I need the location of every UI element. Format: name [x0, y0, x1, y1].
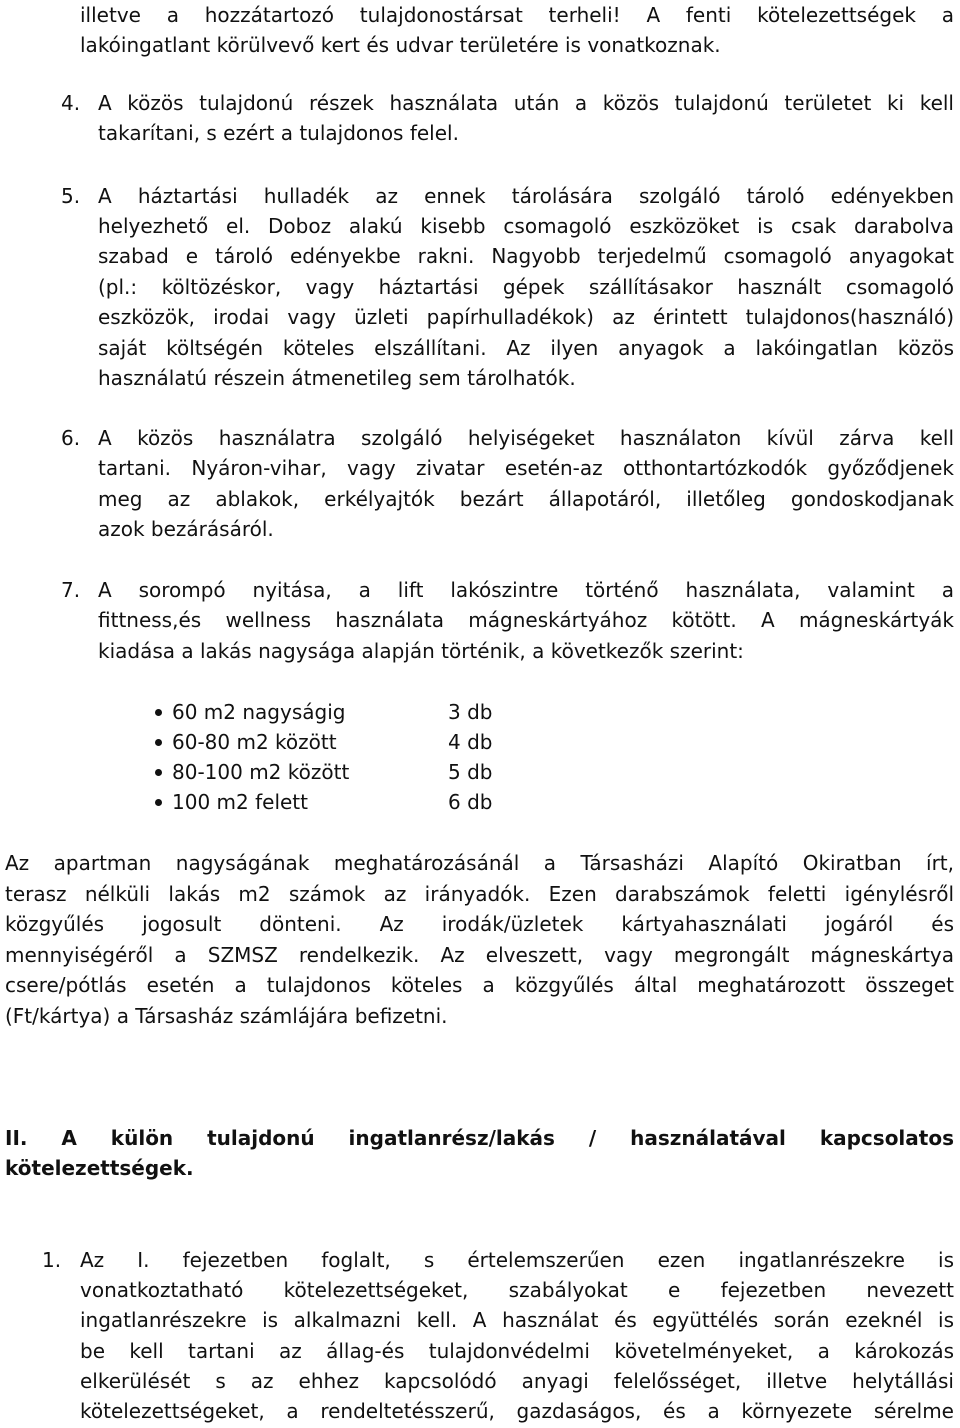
item-line: tartani. Nyáron-vihar, vagy zivatar esetén-az otthontartózkodók győződjenek: [98, 456, 954, 480]
paragraph-line: mennyiségéről a SZMSZ rendelkezik. Az elveszett, vagy megrongált mágneskártya: [5, 943, 954, 967]
item-line: helyezhető el. Doboz alakú kisebb csomagoló eszközöket is csak darabolva: [98, 214, 954, 238]
item-line: ingatlanrészekre is alkalmazni kell. A használat és együttélés során ezeknél is: [80, 1308, 954, 1332]
bullet-icon: [155, 799, 162, 806]
paragraph-line: Az apartman nagyságának meghatározásánál a Társasházi Alapító Okiratban írt,: [5, 851, 954, 875]
item-line: eszközök, irodai vagy üzleti papírhulladékok) az érintett tulajdonos(használó): [98, 305, 954, 329]
item-line: Az I. fejezetben foglalt, s értelemszerűen ezen ingatlanrészekre is: [80, 1248, 954, 1272]
paragraph-line: (Ft/kártya) a Társasház számlájára befizetni.: [5, 1004, 448, 1028]
bullet-icon: [155, 769, 162, 776]
item-number: 4.: [61, 91, 81, 115]
card-count: 3 db: [448, 700, 493, 724]
apartment-size: 80-100 m2 között: [172, 760, 350, 784]
item-line: A közös tulajdonú részek használata után a közös tulajdonú területet ki kell: [98, 91, 954, 115]
paragraph-line: illetve a hozzátartozó tulajdonostársat terheli! A fenti kötelezettségek a: [80, 3, 954, 27]
card-count: 5 db: [448, 760, 493, 784]
item-line: A közös használatra szolgáló helyiségeket használaton kívül zárva kell: [98, 426, 954, 450]
item-line: (pl.: költözéskor, vagy háztartási gépek szállításakor használt csomagoló: [98, 275, 954, 299]
item-line: fittness,és wellness használata mágneskártyához kötött. A mágneskártyák: [98, 608, 954, 632]
item-line: használatú részein átmenetileg sem tárolhatók.: [98, 366, 576, 390]
item-line: szabad e tároló edényekbe rakni. Nagyobb terjedelmű csomagoló anyagokat: [98, 244, 954, 268]
heading-line: kötelezettségek.: [5, 1156, 194, 1180]
item-number: 6.: [61, 426, 81, 450]
bullet-icon: [155, 739, 162, 746]
apartment-size: 60-80 m2 között: [172, 730, 337, 754]
item-line: kötelezettségeket, a rendeltetésszerű, gazdaságos, és a környezete sérelme: [80, 1399, 954, 1423]
item-line: elkerülését s az ehhez kapcsolódó anyagi felelősséget, illetve helytállási: [80, 1369, 954, 1393]
paragraph-line: csere/pótlás esetén a tulajdonos köteles a közgyűlés által meghatározott összeget: [5, 973, 954, 997]
item-number: 5.: [61, 184, 81, 208]
paragraph-line: közgyűlés jogosult dönteni. Az irodák/üzletek kártyahasználati jogáról és: [5, 912, 954, 936]
item-line: takarítani, s ezért a tulajdonos felel.: [98, 121, 459, 145]
paragraph-line: terasz nélküli lakás m2 számok az irányadók. Ezen darabszámok feletti igénylésről: [5, 882, 954, 906]
paragraph-line: lakóingatlant körülvevő kert és udvar területére is vonatkoznak.: [80, 33, 721, 57]
card-count: 6 db: [448, 790, 493, 814]
item-line: vonatkoztatható kötelezettségeket, szabályokat e fejezetben nevezett: [80, 1278, 954, 1302]
item-line: be kell tartani az állag-és tulajdonvédelmi követelményeket, a károkozás: [80, 1339, 954, 1363]
heading-line: II. A külön tulajdonú ingatlanrész/lakás / használatával kapcsolatos: [5, 1126, 954, 1150]
item-line: A háztartási hulladék az ennek tárolására szolgáló tároló edényekben: [98, 184, 954, 208]
item-line: azok bezárásáról.: [98, 517, 274, 541]
item-line: kiadása a lakás nagysága alapján történik, a következők szerint:: [98, 639, 744, 663]
bullet-icon: [155, 709, 162, 716]
apartment-size: 100 m2 felett: [172, 790, 308, 814]
item-number: 1.: [42, 1248, 62, 1272]
card-count: 4 db: [448, 730, 493, 754]
apartment-size: 60 m2 nagyságig: [172, 700, 346, 724]
item-number: 7.: [61, 578, 81, 602]
item-line: meg az ablakok, erkélyajtók bezárt állapotáról, illetőleg gondoskodjanak: [98, 487, 954, 511]
item-line: saját költségén köteles elszállítani. Az ilyen anyagok a lakóingatlan közös: [98, 336, 954, 360]
item-line: A sorompó nyitása, a lift lakószintre történő használata, valamint a: [98, 578, 954, 602]
